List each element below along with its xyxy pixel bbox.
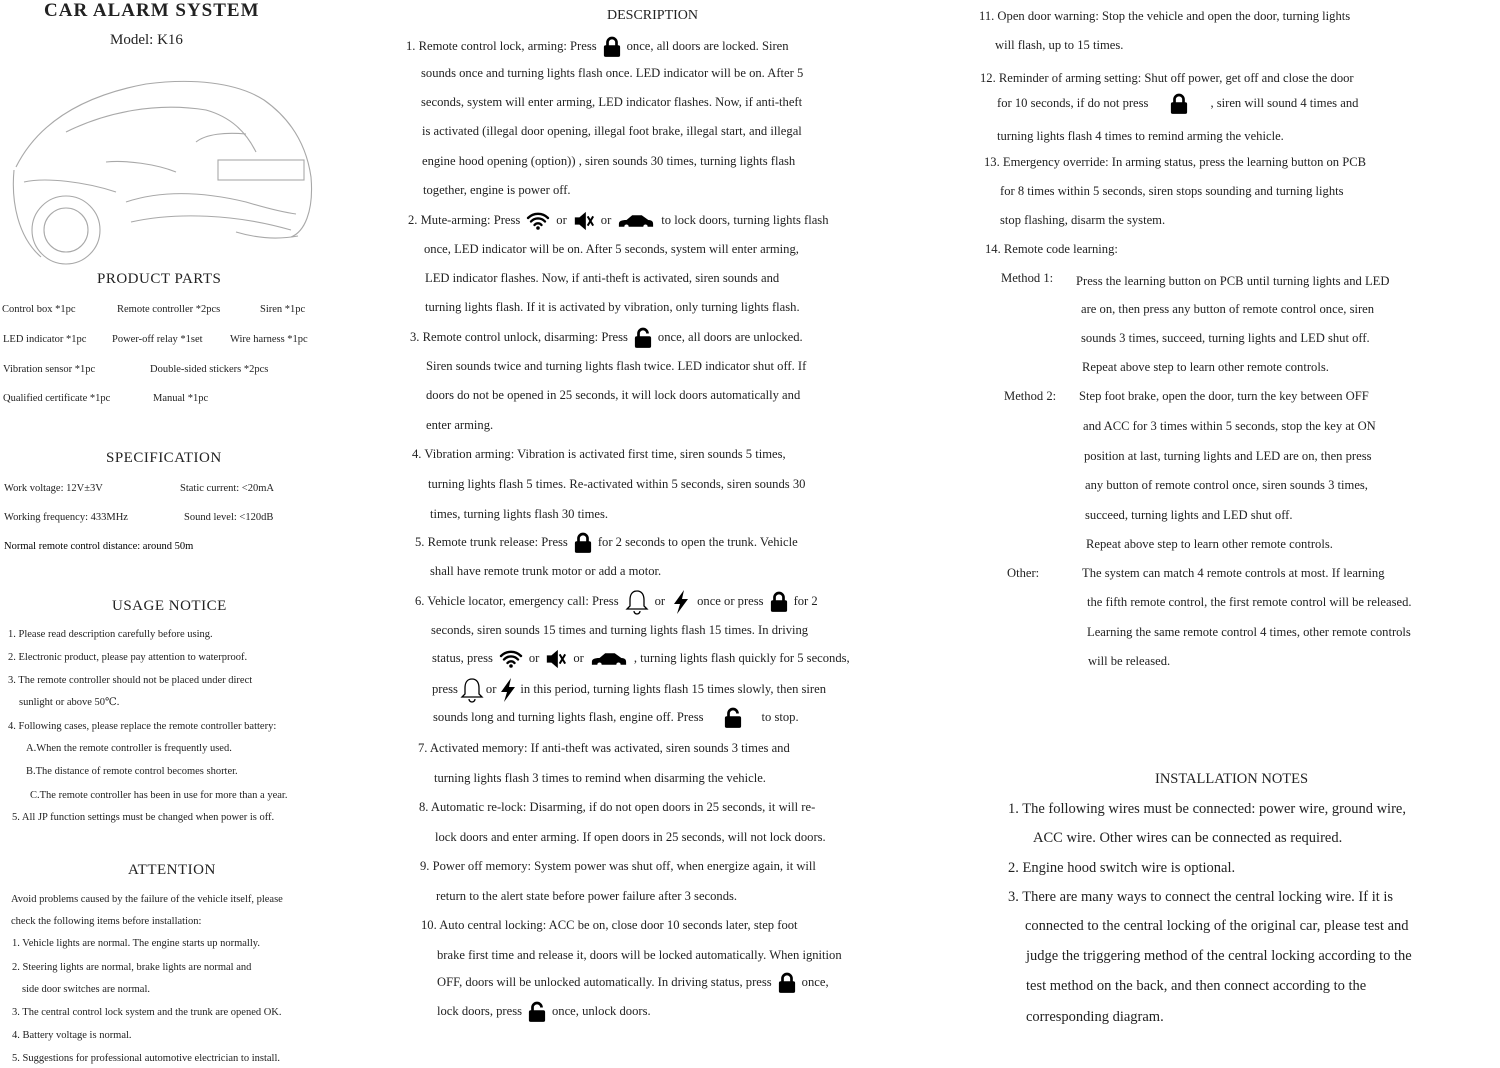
- spec-item: Sound level: <120dB: [184, 512, 274, 523]
- right-line: 14. Remote code learning:: [985, 242, 1118, 256]
- bell-icon: [625, 589, 649, 615]
- desc-line: 10. Auto central locking: ACC be on, close door 10 seconds later, step foot: [421, 918, 798, 932]
- attention-line: 3. The central control lock system and the trunk are opened OK.: [12, 1007, 282, 1018]
- desc-line: press or in this period, turning lights flash 15 times slowly, then siren: [432, 677, 826, 703]
- bolt-icon: [498, 677, 518, 703]
- spec-item: Working frequency: 433MHz: [4, 512, 128, 523]
- right-line: Step foot brake, open the door, turn the key between OFF: [1079, 389, 1369, 403]
- right-line: and ACC for 3 times within 5 seconds, stop the key at ON: [1083, 419, 1376, 433]
- right-line: 13. Emergency override: In arming status, press the learning button on PCB: [984, 155, 1367, 169]
- right-line: stop flashing, disarm the system.: [1000, 213, 1166, 227]
- attention-line: check the following items before installation:: [11, 916, 202, 927]
- desc-line: sounds long and turning lights flash, engine off. Press to stop.: [433, 707, 799, 729]
- mute-icon: [545, 648, 567, 670]
- wifi-icon: [499, 650, 523, 668]
- usage-line: C.The remote controller has been in use for more than a year.: [30, 790, 288, 801]
- right-line: 12. Reminder of arming setting: Shut off power, get off and close the door: [980, 71, 1354, 85]
- bolt-icon: [671, 589, 691, 615]
- right-line: turning lights flash 4 times to remind arming the vehicle.: [997, 129, 1284, 143]
- install-line: test method on the back, and then connect according to the: [1026, 978, 1367, 994]
- trunk-lock-icon: [574, 532, 592, 554]
- part-item: Qualified certificate *1pc: [3, 393, 111, 404]
- right-line: any button of remote control once, siren sounds 3 times,: [1085, 478, 1368, 492]
- install-line: 2. Engine hood switch wire is optional.: [1008, 860, 1236, 876]
- mute-icon: [573, 210, 595, 232]
- attention-heading: ATTENTION: [128, 862, 216, 878]
- desc-line: once, LED indicator will be on. After 5 seconds, system will enter arming,: [424, 242, 799, 256]
- desc-line: 2. Mute-arming: Press or or to lock doors, turning lights flash: [408, 210, 829, 232]
- install-line: judge the triggering method of the central locking according to the: [1026, 948, 1412, 964]
- attention-line: 5. Suggestions for professional automotive electrician to install.: [12, 1053, 280, 1064]
- right-line: Repeat above step to learn other remote controls.: [1086, 537, 1333, 551]
- wifi-icon: [526, 212, 550, 230]
- right-line: succeed, turning lights and LED shut off.: [1085, 508, 1293, 522]
- spec-item: Normal remote control distance: around 50m: [4, 541, 194, 552]
- desc-line: 4. Vibration arming: Vibration is activated first time, siren sounds 5 times,: [412, 447, 786, 461]
- car-illustration: [6, 72, 316, 267]
- model-label: Model: K16: [110, 32, 183, 48]
- desc-line: times, turning lights flash 30 times.: [430, 507, 609, 521]
- right-line: position at last, turning lights and LED are on, then press: [1084, 449, 1372, 463]
- bell-icon: [460, 677, 484, 703]
- desc-line: 1. Remote control lock, arming: Press once, all doors are locked. Siren: [406, 36, 789, 58]
- desc-line: sounds once and turning lights flash once. LED indicator will be on. After 5: [421, 66, 804, 80]
- right-line: are on, then press any button of remote control once, siren: [1081, 302, 1375, 316]
- page-title: CAR ALARM SYSTEM: [44, 0, 260, 21]
- desc-line: OFF, doors will be unlocked automatically. In driving status, press once,: [437, 972, 829, 994]
- usage-line: A.When the remote controller is frequently used.: [26, 743, 232, 754]
- usage-line: sunlight or above 50℃.: [19, 697, 120, 708]
- desc-line: enter arming.: [426, 418, 494, 432]
- usage-line: 1. Please read description carefully before using.: [8, 629, 213, 640]
- desc-line: shall have remote trunk motor or add a motor.: [430, 564, 662, 578]
- unlock-icon: [634, 327, 652, 349]
- part-item: Wire harness *1pc: [230, 334, 308, 345]
- car-icon: [590, 651, 628, 667]
- part-item: Double-sided stickers *2pcs: [150, 364, 269, 375]
- attention-line: 1. Vehicle lights are normal. The engine starts up normally.: [12, 938, 260, 949]
- right-line: the fifth remote control, the first remote control will be released.: [1087, 595, 1412, 609]
- part-item: Control box *1pc: [2, 304, 76, 315]
- desc-line: Siren sounds twice and turning lights flash twice. LED indicator shut off. If: [426, 359, 807, 373]
- method-label: Method 1:: [1001, 271, 1054, 285]
- desc-line: 5. Remote trunk release: Press for 2 seconds to open the trunk. Vehicle: [415, 532, 798, 554]
- lock-icon: [603, 36, 621, 58]
- installation-heading: INSTALLATION NOTES: [1155, 771, 1309, 787]
- desc-line: 7. Activated memory: If anti-theft was activated, siren sounds 3 times and: [418, 741, 790, 755]
- right-line: will be released.: [1088, 654, 1171, 668]
- attention-line: 2. Steering lights are normal, brake lights are normal and: [12, 962, 252, 973]
- desc-line: LED indicator flashes. Now, if anti-theft is activated, siren sounds and: [425, 271, 780, 285]
- usage-line: 2. Electronic product, please pay attention to waterproof.: [8, 652, 248, 663]
- part-item: Manual *1pc: [153, 393, 209, 404]
- right-line: The system can match 4 remote controls at most. If learning: [1082, 566, 1385, 580]
- unlock-icon: [724, 707, 742, 729]
- desc-line: doors do not be opened in 25 seconds, it will lock doors automatically and: [426, 388, 801, 402]
- desc-line: 6. Vehicle locator, emergency call: Press or once or press for 2: [415, 589, 818, 615]
- attention-line: 4. Battery voltage is normal.: [12, 1030, 132, 1041]
- right-line: will flash, up to 15 times.: [995, 38, 1124, 52]
- spec-item: Static current: <20mA: [180, 483, 274, 494]
- right-line: Press the learning button on PCB until turning lights and LED: [1076, 274, 1390, 288]
- desc-line: 8. Automatic re-lock: Disarming, if do not open doors in 25 seconds, it will re-: [419, 800, 816, 814]
- desc-line: 9. Power off memory: System power was shut off, when energize again, it will: [420, 859, 816, 873]
- product-parts-heading: PRODUCT PARTS: [97, 271, 222, 287]
- right-line: sounds 3 times, succeed, turning lights and LED shut off.: [1081, 331, 1370, 345]
- right-line: for 10 seconds, if do not press , siren will sound 4 times and: [997, 93, 1358, 115]
- right-line: for 8 times within 5 seconds, siren stops sounding and turning lights: [1000, 184, 1344, 198]
- right-line: Learning the same remote control 4 times, other remote controls: [1087, 625, 1411, 639]
- desc-line: seconds, system will enter arming, LED indicator flashes. Now, if anti-theft: [421, 95, 803, 109]
- desc-line: lock doors and enter arming. If open doors in 25 seconds, will not lock doors.: [435, 830, 826, 844]
- unlock-icon: [528, 1001, 546, 1023]
- usage-line: 4. Following cases, please replace the remote controller battery:: [8, 721, 277, 732]
- desc-line: together, engine is power off.: [423, 183, 571, 197]
- right-line: Repeat above step to learn other remote controls.: [1082, 360, 1329, 374]
- desc-line: 3. Remote control unlock, disarming: Press once, all doors are unlocked.: [410, 327, 803, 349]
- spec-item: Work voltage: 12V±3V: [4, 483, 103, 494]
- desc-line: engine hood opening (option)) , siren sounds 30 times, turning lights flash: [422, 154, 796, 168]
- desc-line: turning lights flash 5 times. Re-activated within 5 seconds, siren sounds 30: [428, 477, 806, 491]
- car-icon: [617, 213, 655, 229]
- attention-line: Avoid problems caused by the failure of the vehicle itself, please: [11, 894, 283, 905]
- lock-icon: [778, 972, 796, 994]
- description-heading: DESCRIPTION: [607, 8, 699, 23]
- desc-line: turning lights flash. If it is activated by vibration, only turning lights flash.: [425, 300, 800, 314]
- usage-line: 5. All JP function settings must be changed when power is off.: [12, 812, 275, 823]
- method-label: Method 2:: [1004, 389, 1057, 403]
- usage-notice-heading: USAGE NOTICE: [112, 598, 227, 614]
- part-item: Power-off relay *1set: [112, 334, 203, 345]
- usage-line: 3. The remote controller should not be placed under direct: [8, 675, 253, 686]
- install-line: 1. The following wires must be connected: power wire, ground wire,: [1008, 801, 1406, 817]
- install-line: connected to the central locking of the original car, please test and: [1025, 918, 1409, 934]
- desc-line: return to the alert state before power failure after 3 seconds.: [436, 889, 738, 903]
- part-item: LED indicator *1pc: [3, 334, 87, 345]
- part-item: Vibration sensor *1pc: [3, 364, 96, 375]
- install-line: corresponding diagram.: [1026, 1009, 1164, 1025]
- install-line: ACC wire. Other wires can be connected as required.: [1033, 830, 1343, 846]
- part-item: Remote controller *2pcs: [117, 304, 221, 315]
- desc-line: brake first time and release it, doors will be locked automatically. When ignition: [437, 948, 842, 962]
- desc-line: status, press or or , turning lights flash quickly for 5 seconds,: [432, 648, 850, 670]
- attention-line: side door switches are normal.: [22, 984, 151, 995]
- other-label: Other:: [1007, 566, 1040, 580]
- lock-icon: [1170, 93, 1188, 115]
- desc-line: is activated (illegal door opening, illegal foot brake, illegal start, and illegal: [422, 124, 802, 138]
- right-line: 11. Open door warning: Stop the vehicle and open the door, turning lights: [979, 9, 1351, 23]
- install-line: 3. There are many ways to connect the central locking wire. If it is: [1008, 889, 1394, 905]
- desc-line: lock doors, press once, unlock doors.: [437, 1001, 651, 1023]
- desc-line: turning lights flash 3 times to remind when disarming the vehicle.: [434, 771, 766, 785]
- usage-line: B.The distance of remote control becomes shorter.: [26, 766, 238, 777]
- lock-icon: [770, 591, 788, 613]
- specification-heading: SPECIFICATION: [106, 450, 222, 466]
- part-item: Siren *1pc: [260, 304, 306, 315]
- desc-line: seconds, siren sounds 15 times and turning lights flash 15 times. In driving: [431, 623, 809, 637]
